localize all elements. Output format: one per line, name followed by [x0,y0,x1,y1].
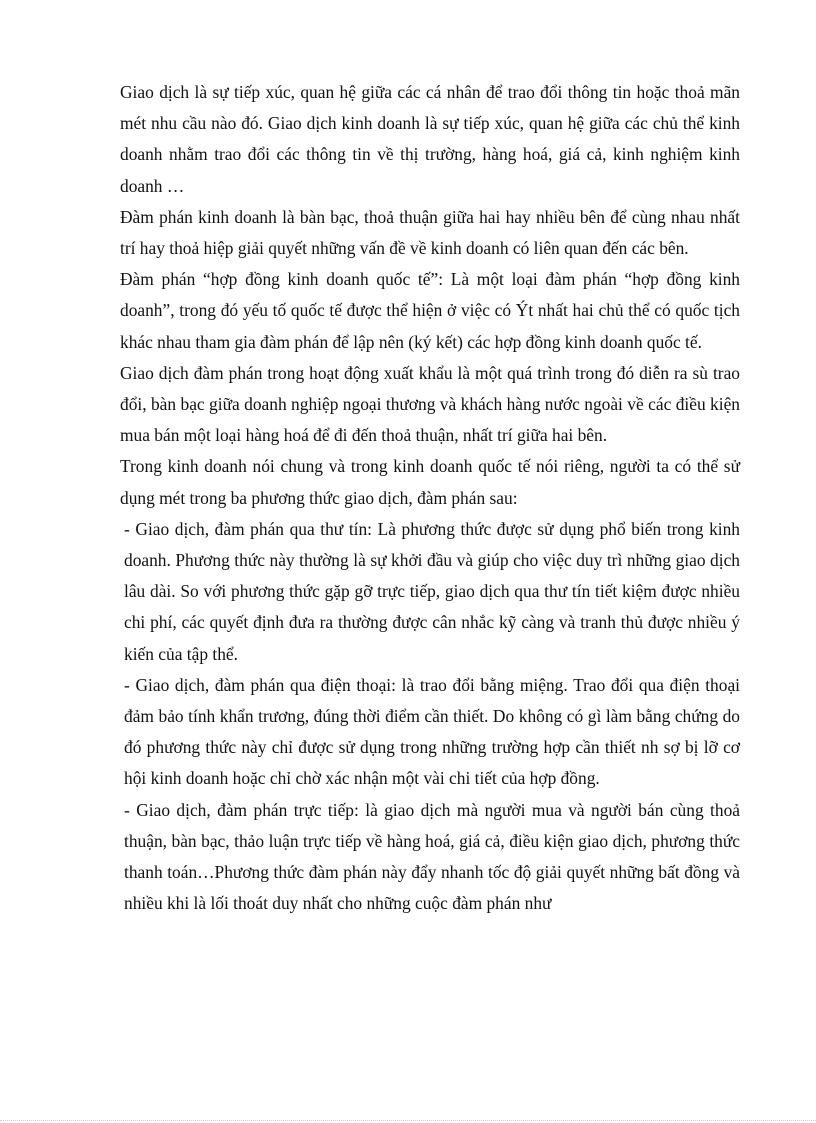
paragraph-definition-dam-phan: Đàm phán kinh doanh là bàn bạc, thoả thuận giữa hai hay nhiều bên để cùng nhau nhất trí hay thoả hiệp giải quyết những vấn đề về kinh doanh có liên quan đến các bên. [120,206,740,259]
paragraph-three-methods-intro: Trong kinh doanh nói chung và trong kinh doanh quốc tế nói riêng, người ta có thể sử dụng mét trong ba phương thức giao dịch, đàm phán sau: [120,456,740,508]
paragraph-export-negotiation: Giao dịch đàm phán trong hoạt động xuất khẩu là một quá trình trong đó diễn ra sù trao đổi, bàn bạc giữa doanh nghiệp ngoại thương và khách hàng nước ngoài về các điều kiện mua bán một loại hàng hoá để đi đến thoả thuận, nhất trí giữa hai bên. [120,362,740,446]
bullet-direct-negotiation: - Giao dịch, đàm phán trực tiếp: là giao dịch mà người mua và người bán cùng thoả thuận, bàn bạc, thảo luận trực tiếp về hàng hoá, giá cả, điều kiện giao dịch, phương thức thanh toán…Phương thức đàm phán này đẩy nhanh tốc độ giải quyết những bất đồng và nhiều khi là lối thoát duy nhất cho những cuộc đàm phán như [124,799,740,914]
paragraph-definition-giao-dich: Giao dịch là sự tiếp xúc, quan hệ giữa các cá nhân để trao đổi thông tin hoặc thoả mãn mét nhu cầu nào đó. Giao dịch kinh doanh là sự tiếp xúc, quan hệ giữa các chủ thể kinh doanh nhằm trao đổi các thông tin về thị trường, hàng hoá, giá cả, kinh nghiệm kinh doanh … [120,82,740,196]
bullet-mail-negotiation: - Giao dịch, đàm phán qua thư tín: Là phương thức được sử dụng phổ biến trong kinh doanh. Phương thức này thường là sự khởi đầu và giúp cho việc duy trì những giao dịch lâu dài. So với phương thức gặp gỡ trực tiếp, giao dịch qua thư tín tiết kiệm được nhiều chi phí, các quyết định đưa ra thường được cân nhắc kỹ càng và tranh thủ được nhiều ý kiến của tập thể. [124,518,740,664]
paragraph-international-contract: Đàm phán “hợp đồng kinh doanh quốc tế”: Là một loại đàm phán “hợp đồng kinh doanh”, trong đó yếu tố quốc tế được thể hiện ở việc có Ýt nhất hai chủ thể có quốc tịch khác nhau tham gia đàm phán để lập nên (ký kết) các hợp đồng kinh doanh quốc tế. [120,269,740,352]
page-bottom-divider [0,1120,816,1121]
document-body [120,77,740,919]
bullet-phone-negotiation: - Giao dịch, đàm phán qua điện thoại: là trao đổi bằng miệng. Trao đổi qua điện thoại đảm bảo tính khẩn trương, đúng thời điểm cần thiết. Do không có gì làm bằng chứng do đó phương thức này chỉ được sử dụng trong những trường hợp cần thiết nh sợ bị lỡ cơ hội kinh doanh hoặc chỉ chờ xác nhận một vài chi tiết của hợp đồng. [124,674,740,789]
